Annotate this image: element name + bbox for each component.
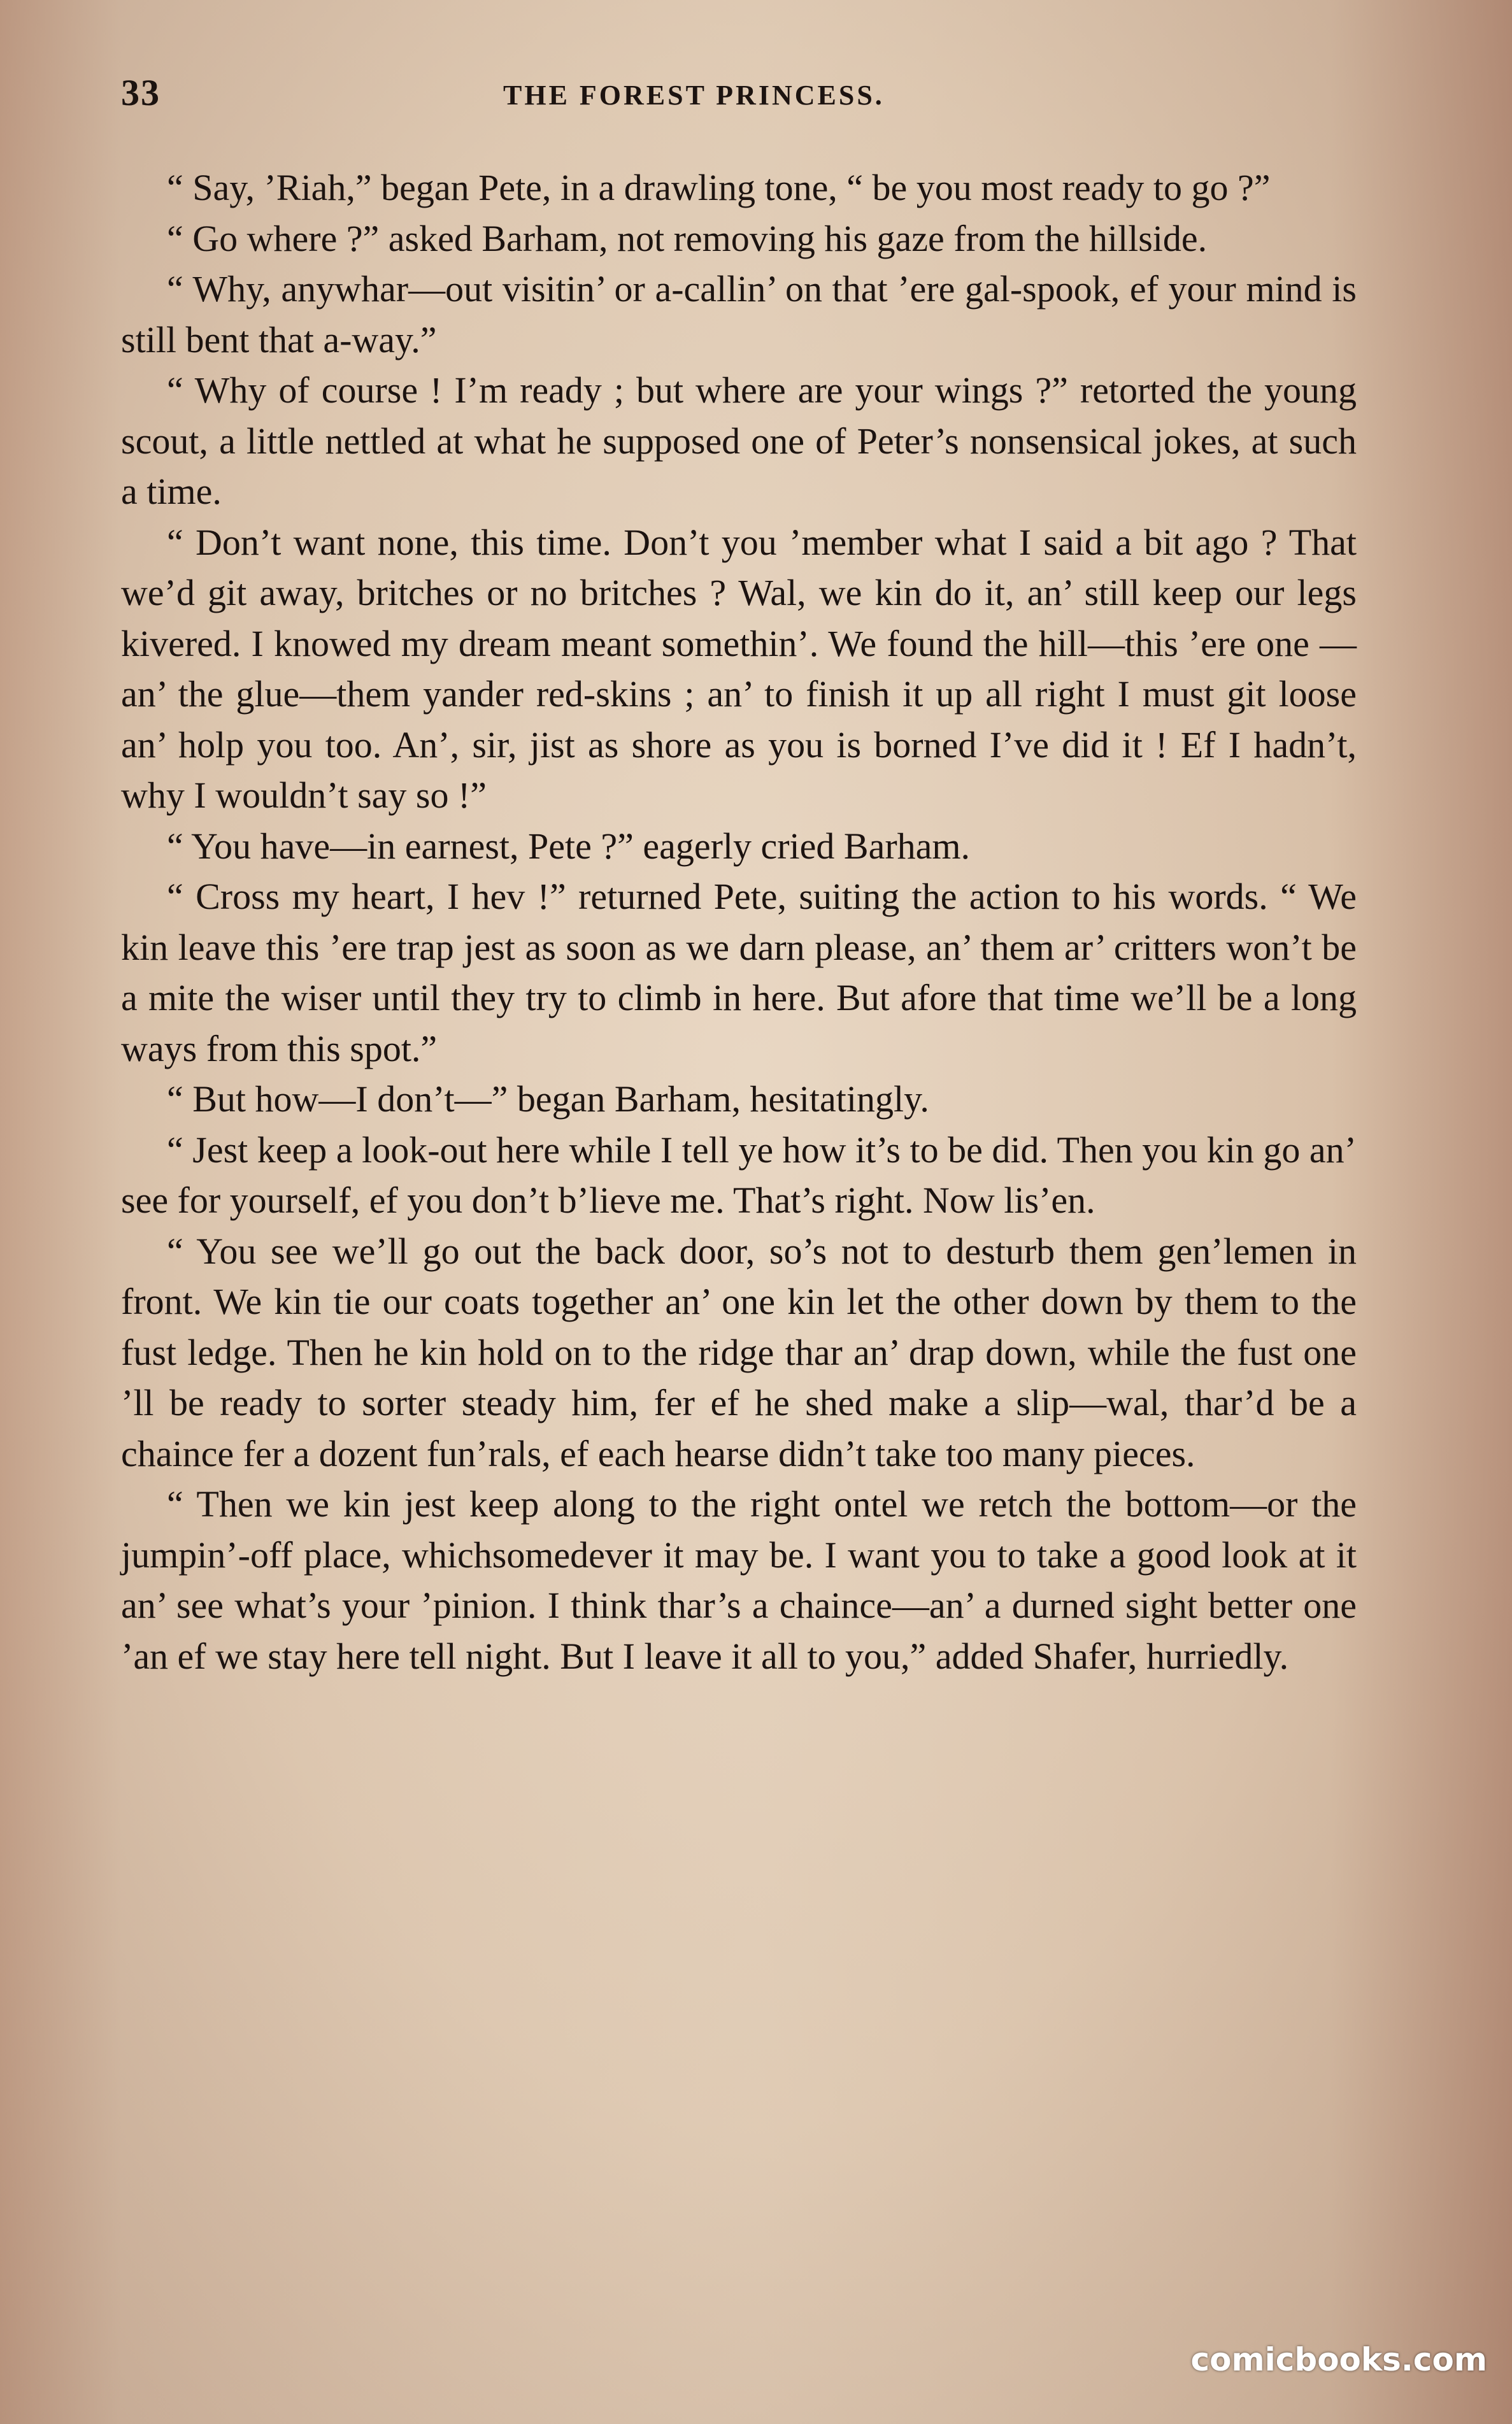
- paragraph: “ Jest keep a look-out here while I tell ye how it’s to be did. Then you kin go an’ see for yourself, ef you don’t b’lieve me. That’s right. Now lis’en.: [121, 1129, 1357, 1221]
- paragraph: “ You see we’ll go out the back door, so’s not to desturb them gen’lemen in front. We kin tie our coats together an’ one kin let the other down by them to the fust ledge. Then he kin hold on to the ridge thar an’ drap down, while the fust one ’ll be ready to sorter steady him, fer ef he shed make a slip—wal, thar’d be a chaince fer a dozent fun’rals, ef each hearse didn’t take too many pieces.: [121, 1230, 1357, 1474]
- paragraph: “ Cross my heart, I hev !” returned Pete, suiting the action to his words. “ We kin leave this ’ere trap jest as soon as we darn please, an’ them ar’ critters won’t be a mite the wiser until they try to climb in here. But afore that time we’ll be a long ways from this spot.”: [121, 876, 1357, 1069]
- page-number: 33: [121, 72, 160, 113]
- paragraph: “ Why of course ! I’m ready ; but where are your wings ?” retorted the young scout, a little nettled at what he supposed one of Peter’s nonsensical jokes, at such a time.: [121, 369, 1357, 512]
- page-header: [121, 71, 1357, 122]
- paragraph: “ Go where ?” asked Barham, not removing his gaze from the hillside.: [167, 217, 1208, 259]
- body-text: [121, 162, 1357, 1681]
- paragraph: “ Say, ’Riah,” began Pete, in a drawling tone, “ be you most ready to go ?”: [167, 167, 1271, 208]
- paragraph: “ Why, anywhar—out visitin’ or a-callin’ on that ’ere gal-spook, ef your mind is still bent that a-way.”: [121, 268, 1357, 360]
- watermark: comicbooks.com: [1190, 2341, 1487, 2378]
- paragraph: “ Then we kin jest keep along to the right ontel we retch the bottom—or the jumpin’-off place, whichsomedever it may be. I want you to take a good look at it an’ see what’s your ’pinion. I think thar’s a chaince—an’ a durned sight better one ’an ef we stay here tell night. But I leave it all to you,” added Shafer, hurriedly.: [121, 1483, 1357, 1677]
- paragraph: “ Don’t want none, this time. Don’t you ’member what I said a bit ago ? That we’d git away, britches or no britches ? Wal, we kin do it, an’ still keep our legs kivered. I knowed my dream meant somethin’. We found the hill—this ’ere one —an’ the glue—them yander red-skins ; an’ to finish it up all right I must git loose an’ holp you too. An’, sir, jist as shore as you is borned I’ve did it ! Ef I hadn’t, why I wouldn’t say so !”: [121, 521, 1357, 816]
- paragraph: “ You have—in earnest, Pete ?” eagerly cried Barham.: [167, 825, 971, 867]
- paragraph: “ But how—I don’t—” began Barham, hesitatingly.: [167, 1078, 929, 1120]
- running-title: THE FOREST PRINCESS.: [503, 80, 885, 111]
